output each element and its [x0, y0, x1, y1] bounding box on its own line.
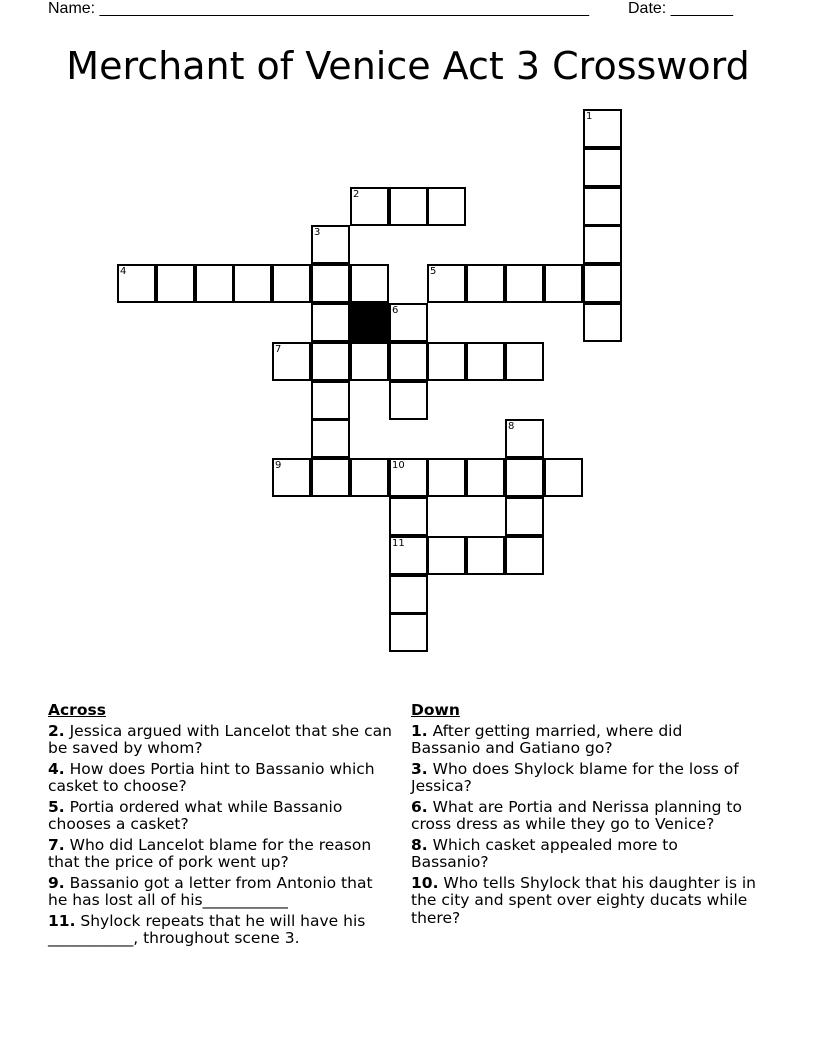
across-heading: Across [48, 701, 106, 719]
clue-text: Which casket appealed more to Bassanio? [411, 835, 678, 871]
grid-cell[interactable] [389, 381, 428, 420]
clue-text: How does Portia hint to Bassanio which casket to choose? [48, 759, 375, 795]
clue-text: After getting married, where did Bassanio and Gatiano go? [411, 721, 683, 757]
grid-cell[interactable] [505, 264, 544, 303]
grid-cell[interactable] [350, 264, 389, 303]
grid-cell[interactable] [427, 342, 466, 381]
grid-cell[interactable] [505, 497, 544, 536]
grid-cell[interactable] [311, 303, 350, 342]
cell-number: 6 [392, 305, 399, 316]
cell-number: 3 [314, 227, 321, 238]
date-field-label: Date: _______ [628, 0, 733, 17]
clue-text: Jessica argued with Lancelot that she can be saved by whom? [48, 721, 392, 757]
grid-cell[interactable] [583, 264, 622, 303]
clue-text: Shylock repeats that he will have his ___________, throughout scene 3. [48, 911, 366, 947]
grid-cell[interactable] [583, 225, 622, 264]
grid-cell[interactable] [583, 109, 622, 148]
clue-number: 5. [48, 797, 65, 816]
clue-item [48, 913, 393, 948]
down-heading: Down [411, 701, 460, 719]
across-clues [48, 702, 393, 951]
clue-item [411, 761, 756, 796]
clue-text: Portia ordered what while Bassanio chooses a casket? [48, 797, 343, 833]
clue-number: 3. [411, 759, 428, 778]
clue-number: 11. [48, 911, 76, 930]
page-title: Merchant of Venice Act 3 Crossword [66, 44, 750, 88]
grid-cell[interactable] [389, 342, 428, 381]
grid-cell[interactable] [350, 342, 389, 381]
cell-number: 9 [275, 460, 282, 471]
grid-cell[interactable] [195, 264, 234, 303]
clue-item [48, 837, 393, 872]
clue-number: 9. [48, 873, 65, 892]
grid-cell[interactable] [427, 187, 466, 226]
grid-cell[interactable] [427, 264, 466, 303]
clue-item [411, 837, 756, 872]
grid-cell[interactable] [505, 419, 544, 458]
clue-item [411, 799, 756, 834]
grid-cell[interactable] [389, 497, 428, 536]
clue-item [411, 723, 756, 758]
grid-cell[interactable] [466, 264, 505, 303]
grid-cell[interactable] [350, 187, 389, 226]
down-clue-list [411, 723, 756, 928]
clue-number: 7. [48, 835, 65, 854]
cell-number: 5 [430, 266, 437, 277]
clue-text: What are Portia and Nerissa planning to cross dress as while they go to Venice? [411, 797, 742, 833]
grid-block [350, 303, 389, 342]
grid-cell[interactable] [156, 264, 195, 303]
cell-number: 2 [353, 189, 360, 200]
clue-number: 4. [48, 759, 65, 778]
grid-cell[interactable] [311, 342, 350, 381]
cell-number: 8 [508, 421, 515, 432]
grid-cell[interactable] [544, 264, 583, 303]
clue-number: 10. [411, 873, 439, 892]
grid-cell[interactable] [311, 419, 350, 458]
grid-cell[interactable] [466, 342, 505, 381]
grid-cell[interactable] [272, 264, 311, 303]
grid-cell[interactable] [389, 187, 428, 226]
grid-cell[interactable] [311, 458, 350, 497]
clue-text: Who tells Shylock that his daughter is in the city and spent over eighty ducats while there? [411, 873, 756, 927]
grid-cell[interactable] [389, 303, 428, 342]
cell-number: 7 [275, 344, 282, 355]
cell-number: 10 [392, 460, 405, 471]
grid-cell[interactable] [505, 458, 544, 497]
clue-text: Who does Shylock blame for the loss of Jessica? [411, 759, 739, 795]
grid-cell[interactable] [505, 342, 544, 381]
grid-cell[interactable] [389, 536, 428, 575]
grid-cell[interactable] [311, 264, 350, 303]
grid-cell[interactable] [389, 613, 428, 652]
grid-cell[interactable] [466, 458, 505, 497]
name-field-label: Name: _______________________________________________________ [48, 0, 589, 17]
cell-number: 4 [120, 266, 127, 277]
clue-item [48, 723, 393, 758]
clue-item [48, 875, 393, 910]
grid-cell[interactable] [272, 458, 311, 497]
clue-number: 8. [411, 835, 428, 854]
grid-cell[interactable] [583, 187, 622, 226]
grid-cell[interactable] [311, 381, 350, 420]
down-clues [411, 702, 756, 930]
grid-cell[interactable] [311, 225, 350, 264]
clue-item [48, 799, 393, 834]
grid-cell[interactable] [350, 458, 389, 497]
grid-cell[interactable] [389, 575, 428, 614]
clue-item [48, 761, 393, 796]
clue-number: 1. [411, 721, 428, 740]
grid-cell[interactable] [544, 458, 583, 497]
grid-cell[interactable] [427, 536, 466, 575]
grid-cell[interactable] [466, 536, 505, 575]
grid-cell[interactable] [272, 342, 311, 381]
clue-text: Bassanio got a letter from Antonio that he has lost all of his___________ [48, 873, 373, 909]
grid-cell[interactable] [233, 264, 272, 303]
grid-cell[interactable] [117, 264, 156, 303]
grid-cell[interactable] [389, 458, 428, 497]
clue-text: Who did Lancelot blame for the reason that the price of pork went up? [48, 835, 372, 871]
clue-number: 2. [48, 721, 65, 740]
grid-cell[interactable] [583, 303, 622, 342]
grid-cell[interactable] [505, 536, 544, 575]
clue-item [411, 875, 756, 928]
grid-cell[interactable] [583, 148, 622, 187]
across-clue-list [48, 723, 393, 948]
grid-cell[interactable] [427, 458, 466, 497]
cell-number: 11 [392, 538, 405, 549]
clue-number: 6. [411, 797, 428, 816]
cell-number: 1 [586, 111, 593, 122]
